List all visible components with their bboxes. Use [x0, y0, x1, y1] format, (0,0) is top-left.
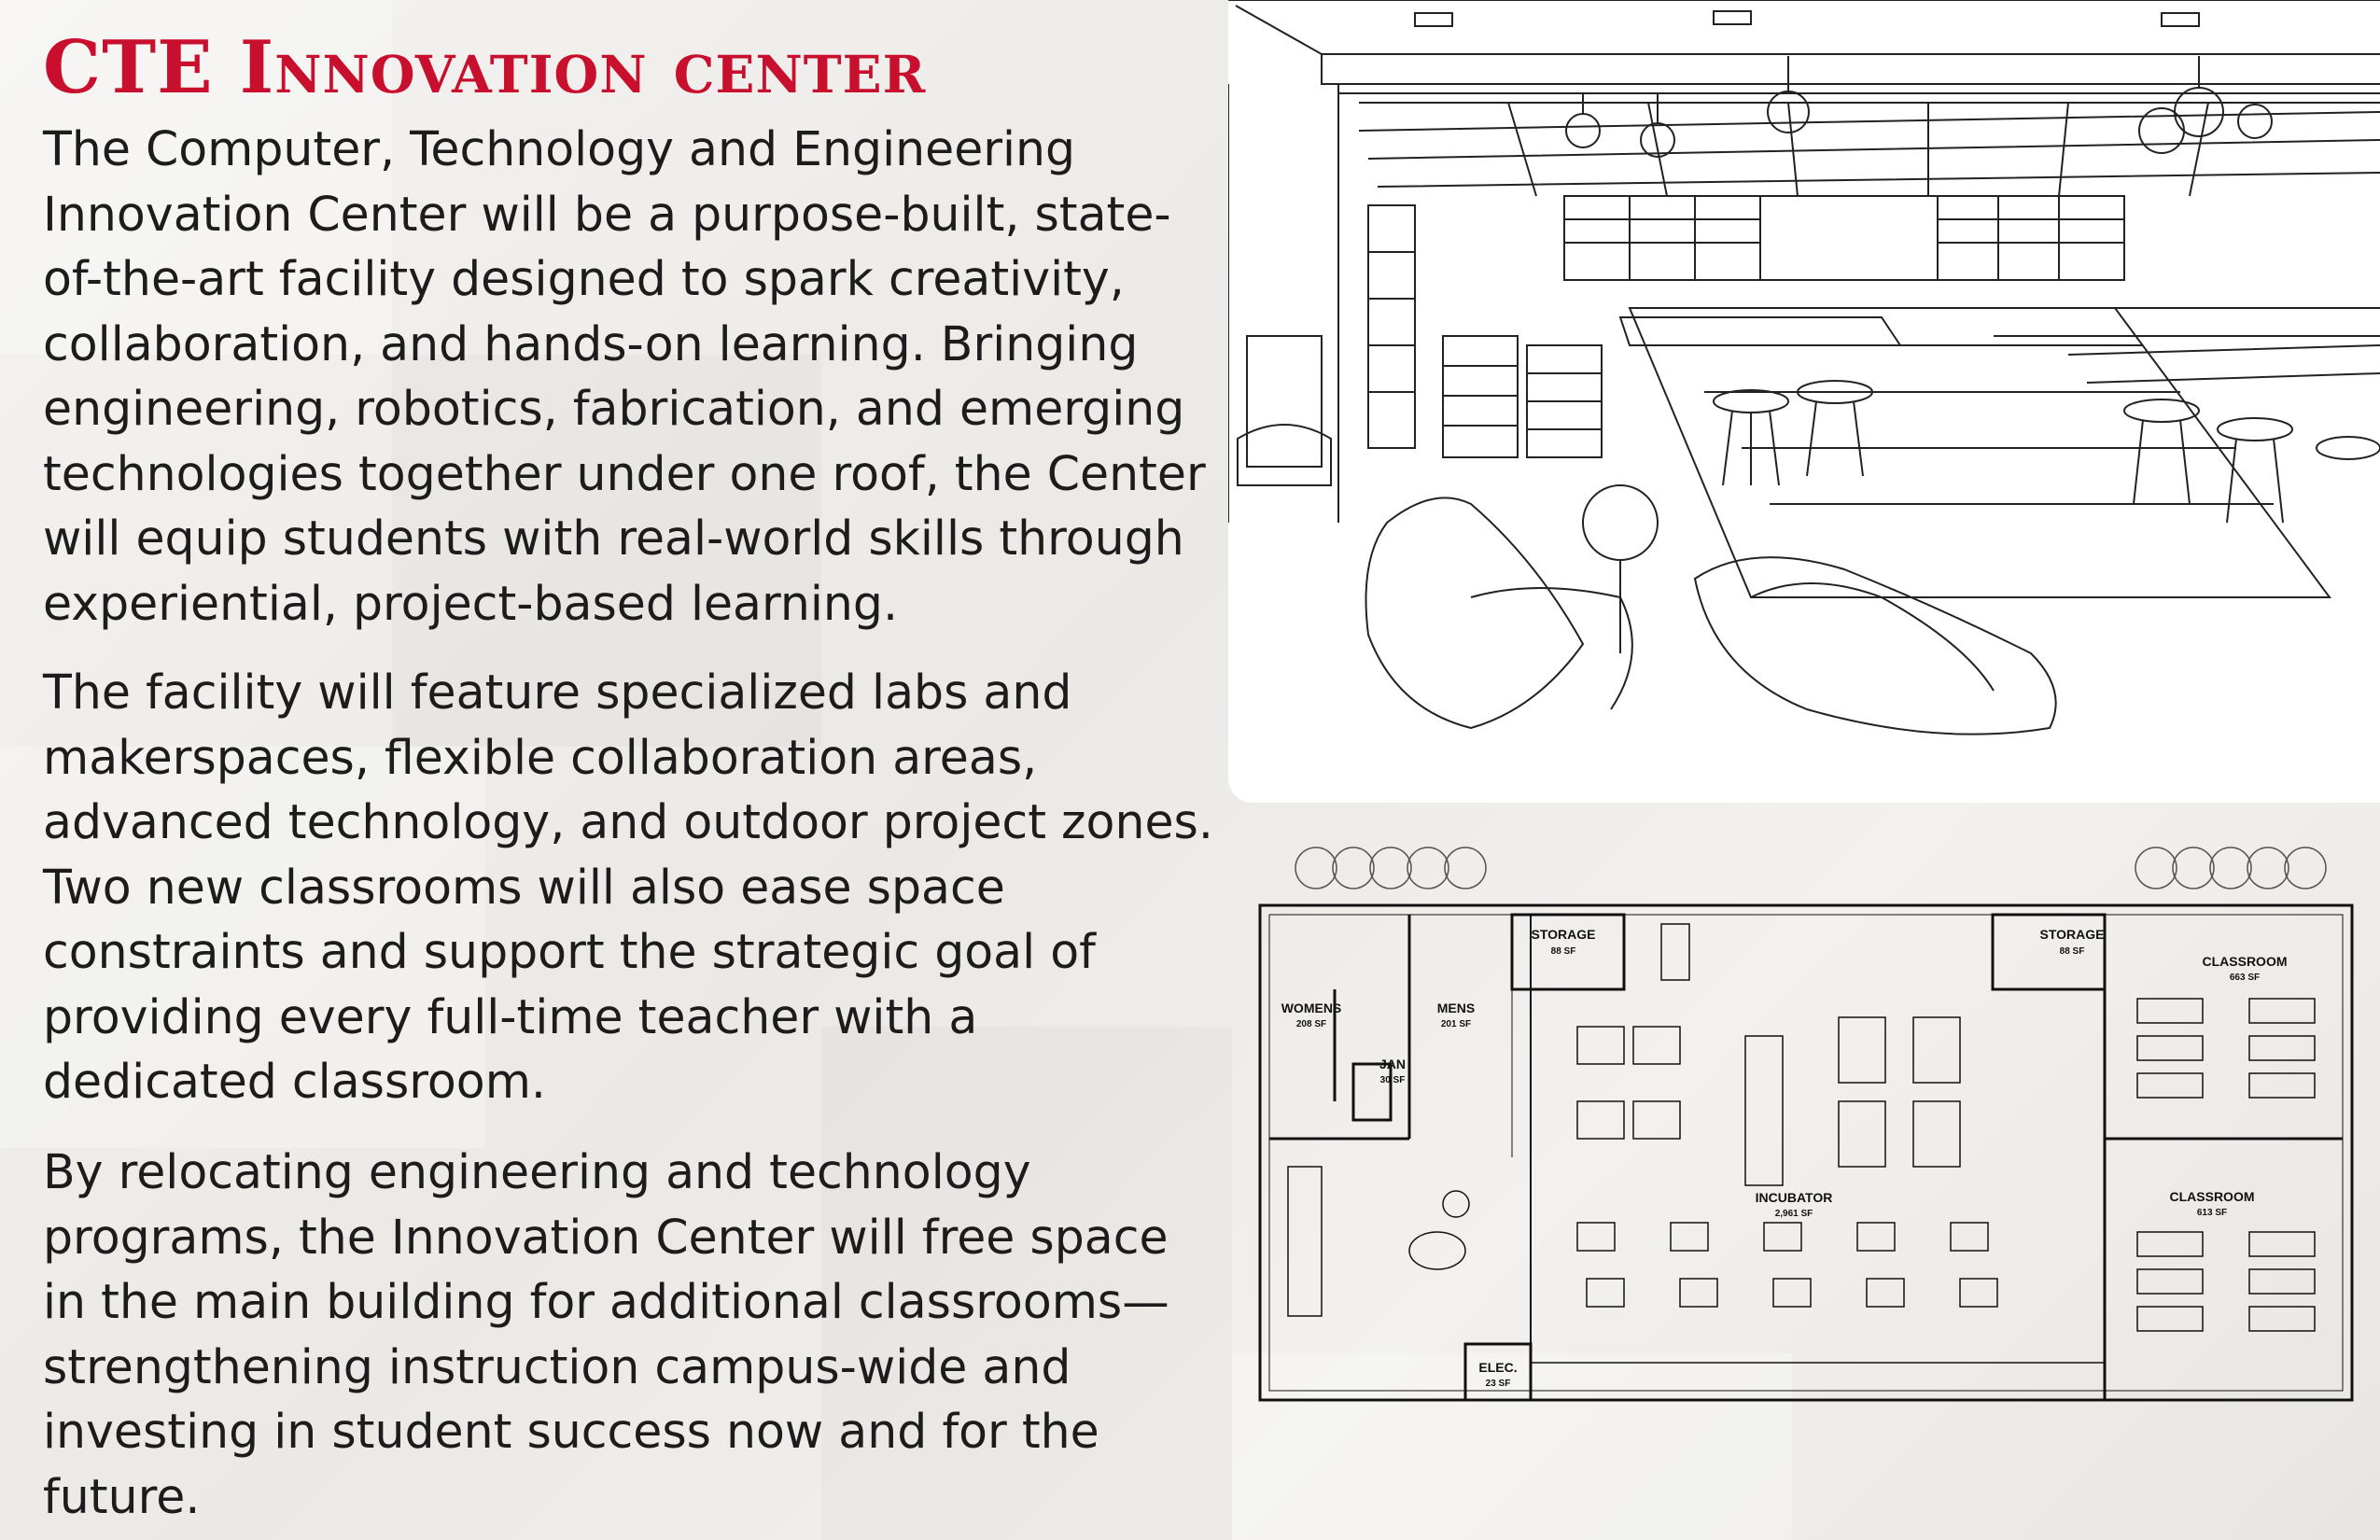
room-area-classroom-top: 663 SF [2229, 973, 2261, 983]
room-area-classroom-bottom: 613 SF [2196, 1208, 2228, 1218]
interior-rendering [1228, 0, 2380, 803]
room-area-mens: 201 SF [1440, 1019, 1472, 1029]
room-name-mens: MENS [1436, 1001, 1476, 1015]
room-area-incubator: 2,961 SF [1774, 1209, 1813, 1219]
impact-paragraph: By relocating engineering and technology programs, the Innovation Center will free space in the main building for additional classrooms— strengthening instruction campus-wide and investing in student success now and for the future. [43, 1144, 1169, 1524]
room-area-womens: 208 SF [1295, 1019, 1327, 1029]
interior-sketch-image [1228, 0, 2380, 803]
floor-plan [1241, 840, 2361, 1419]
page-title: CTE Innovation center [43, 25, 927, 110]
room-area-storage-right: 88 SF [2059, 946, 2085, 957]
room-area-elec: 23 SF [1485, 1379, 1511, 1389]
room-area-storage-left: 88 SF [1550, 946, 1576, 957]
room-name-classroom-top: CLASSROOM [2202, 954, 2288, 969]
room-name-womens: WOMENS [1281, 1001, 1342, 1015]
landscape-shrubs-icon [1295, 847, 2326, 889]
room-area-jan: 30 SF [1379, 1075, 1406, 1085]
room-name-elec: ELEC. [1478, 1360, 1518, 1375]
intro-paragraph: The Computer, Technology and Engineering Innovation Center will be a purpose-built, state- of-the-art facility designed to spark creativity, collaboration, and hands-on learning. Bringing engineering, robotics, fabrication, and emerging technologies together under one roof, the Center will equip students with real-world skills through experiential, project-based learning. [43, 121, 1206, 631]
room-name-incubator: INCUBATOR [1755, 1190, 1833, 1205]
room-name-storage-left: STORAGE [1531, 927, 1596, 942]
room-name-classroom-bottom: CLASSROOM [2169, 1189, 2255, 1204]
features-paragraph: The facility will feature specialized labs and makerspaces, flexible collaboration areas, advanced technology, and outdoor project zones. Two new classrooms will also ease space constraints and support the strategic goal of providing every full-time teacher with a dedicated classroom. [43, 665, 1213, 1109]
room-name-storage-right: STORAGE [2039, 927, 2105, 942]
floor-plan-drawing [1241, 840, 2361, 1419]
room-name-jan: JAN [1379, 1057, 1407, 1071]
